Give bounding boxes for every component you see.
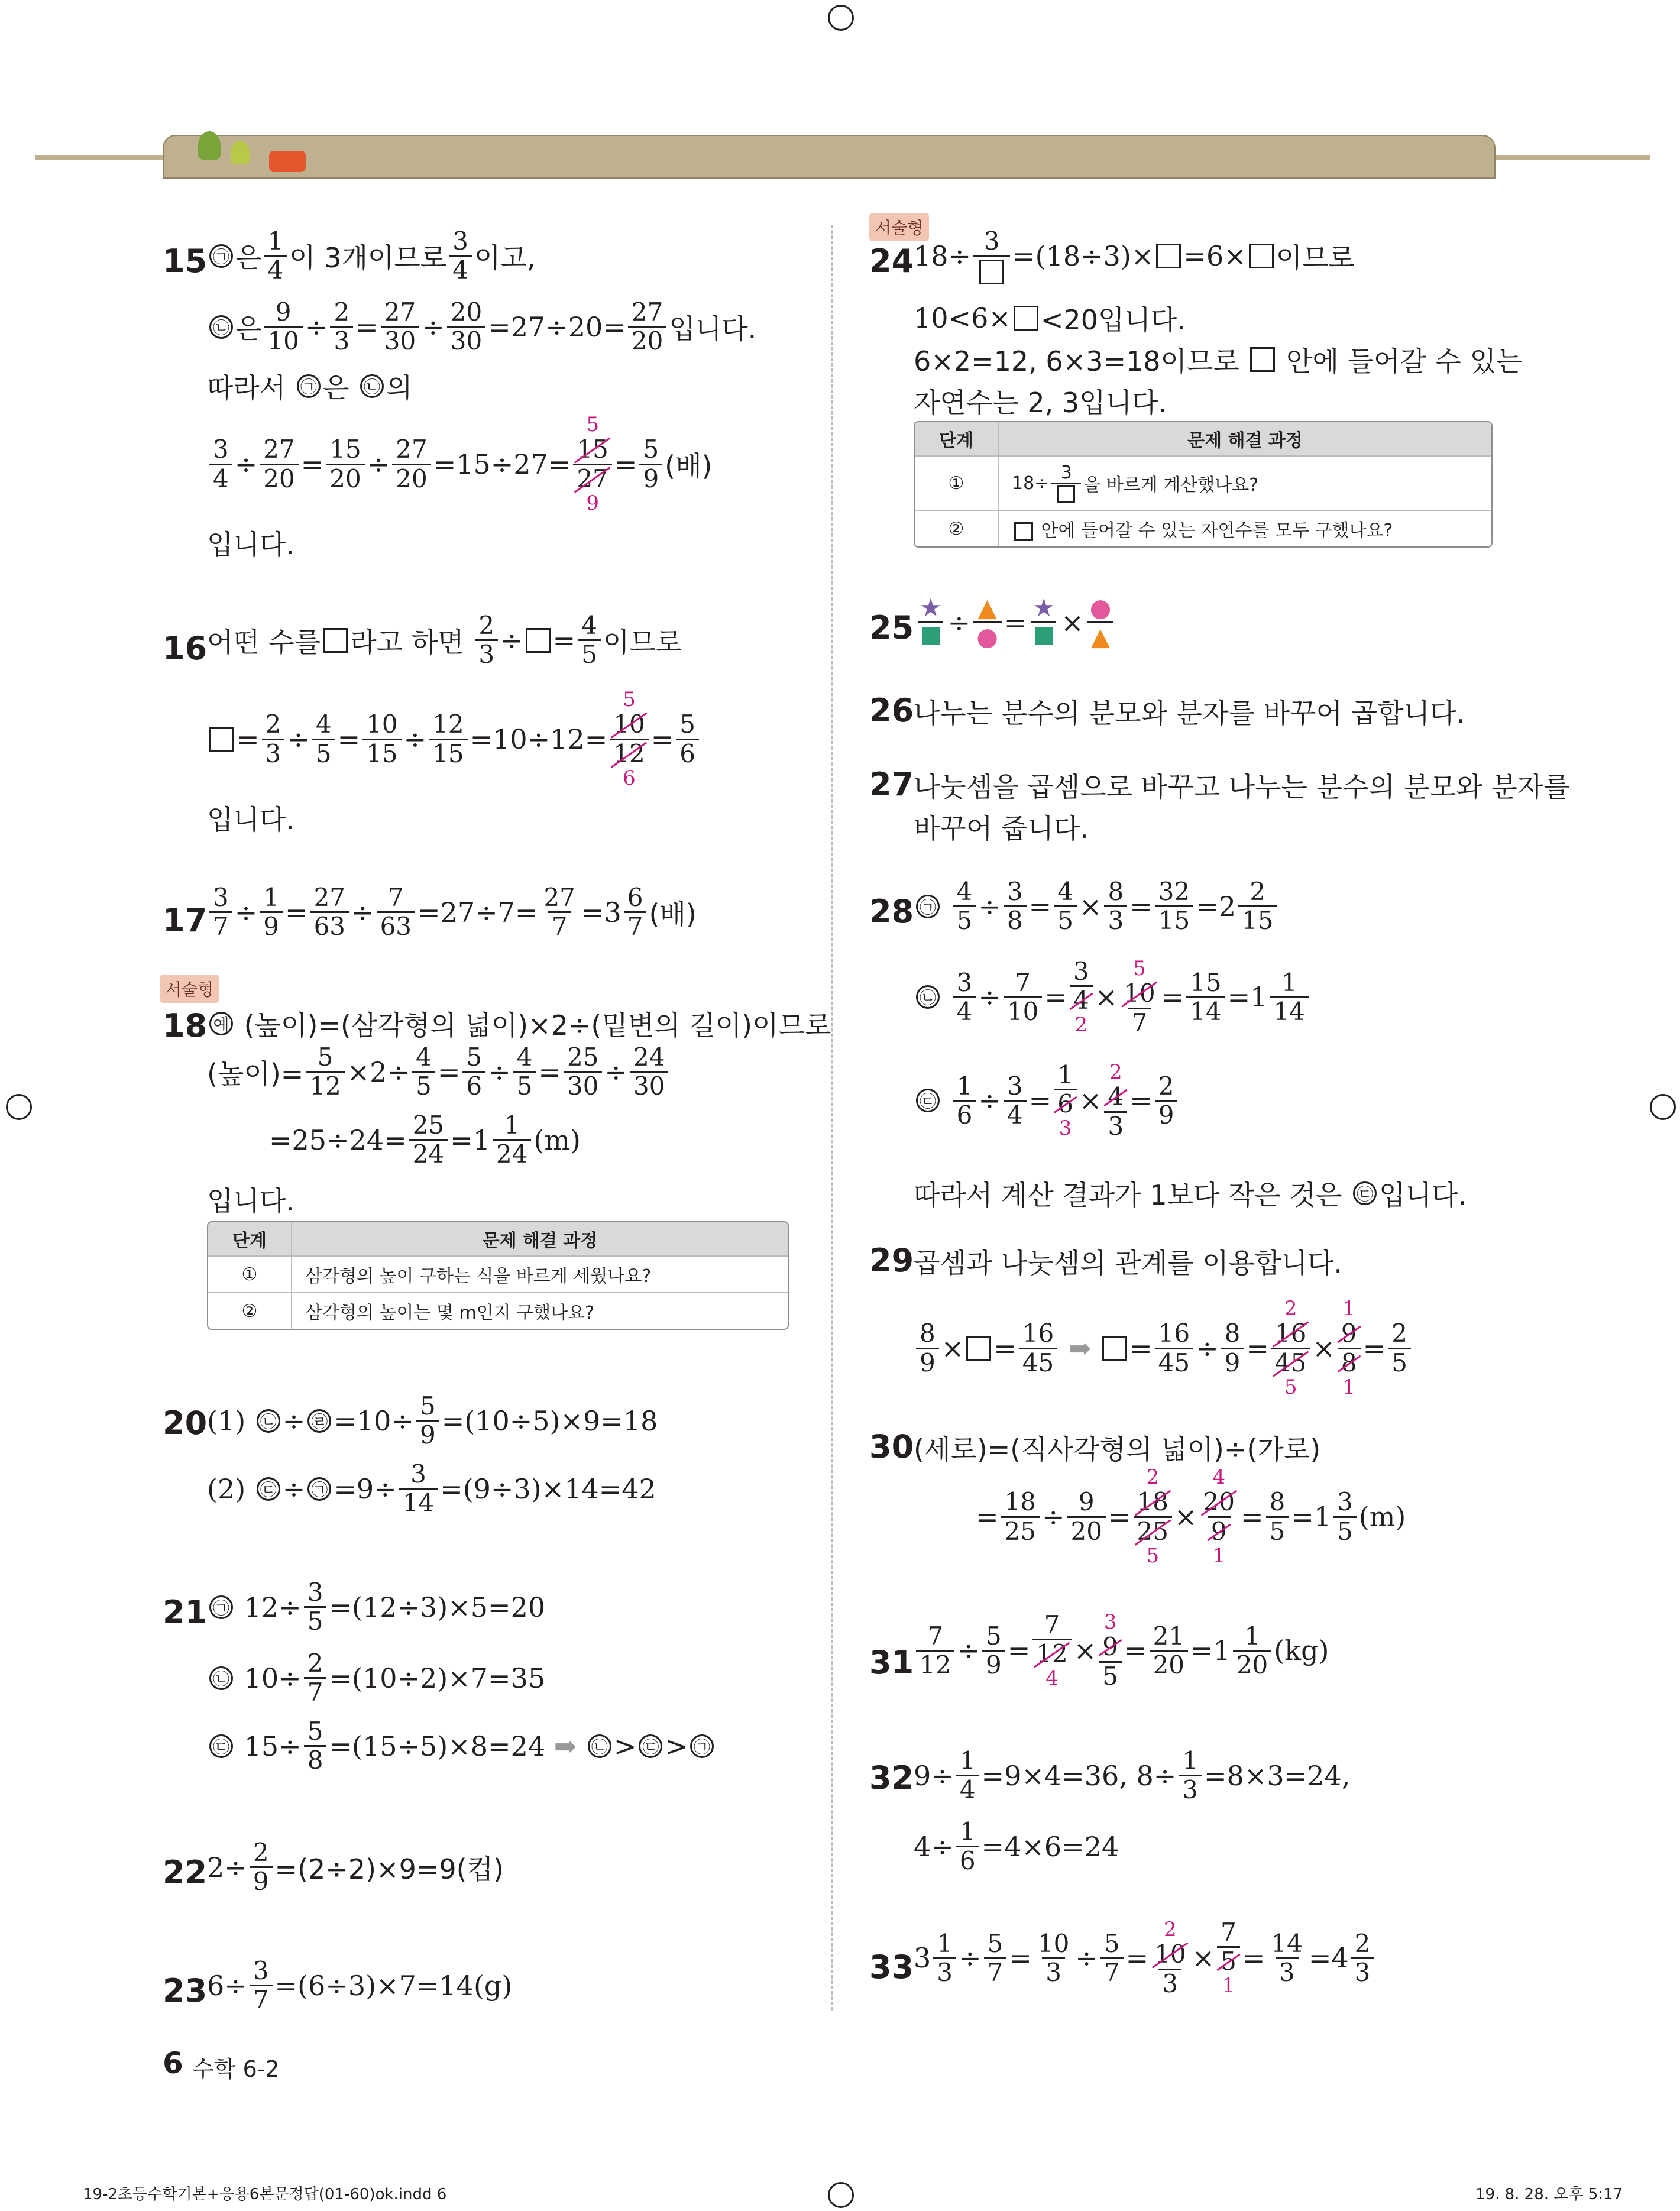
arrow-right-icon: ➡ xyxy=(1068,1332,1092,1365)
print-date: 19. 8. 28. 오후 5:17 xyxy=(1475,2186,1623,2203)
scoring-table-24: 단계 문제 해결 과정 ① 18÷ 3 을 바르게 계산했나요? ② 안에 들어갈 수 있는 자연수를 모두 구했나요? xyxy=(914,421,1493,548)
right-column: 서술형 24 18÷ 3 =(18÷3)× =6× 이므로 10<6× <20입니다. 6×2=12, 6×3=18이므로 안에 들어갈 수 있는 자연수는 2, 3입니다. 단계 문제 해결 과정 ① 18÷ 3 을 바르게 계산했나요? ② 안에 들어갈 수 있는 자연수를 모두 구했나요? 25 ★ ÷ ▲ ● = ★ × ● ▲ 26 나누는 분수의 분모와 분자를 바꾸어 곱합니다. 27 나눗셈을 곱셈으로 바꾸고 나누는 분수의 분모와 분자를 바꾸어 줍니다. 28 ㉠ $\frac{4}{5}$ ÷ $\frac{3}{8}$ = $\frac{4}{5}$ × $\frac{8}{3}$ = $\frac{32}{15}$ =2 2 15 ㉡ $\frac{3}{4}$ ÷ $\frac{7}{10}$ = 3 4 2 × 5 10 7 = $\frac{15}{14}$ =1 1 14 ㉢ $\frac{1}{6}$ ÷ $\frac{3}{4}$ = 1 6 3 × 2 4 3 = $\frac{2}{9}$ 따라서 계산 결과가 1보다 작은 것은 ㉢ 입니다. 29 곱셈과 나눗셈의 관계를 이용합니다. $\frac{8}{9}$ × = $\frac{16}{45}$ ➡ = $\frac{16}{45}$ ÷ $\frac{8}{9}$ = 2 16 45 5 × 1 9 8 1 = $\frac{2}{5}$ 30 (세로)=(직사각형의 넓이)÷(가로) = $\frac{18}{25}$ ÷ $\frac{9}{20}$ = 2 18 25 5 × 4 20 9 1 = $\frac{8}{5}$ =1 3 5 (m) 31 $\frac{7}{12}$ ÷ $\frac{5}{9}$ = 7 12 4 × 3 9 5 = $\frac{21}{20}$ =1 1 20 (kg) 32 9÷ $\frac{1}{4}$ =9×4=36, 8÷ $\frac{1}{3}$ =8×3=24, 4÷ $\frac{1}{6}$ =4×6=24 33 3 $\frac{1}{3}$ ÷ $\frac{5}{7}$ = $\frac{10}{3}$ ÷ $\frac{5}{7}$ = 2 10 3 × 7 5 1 = $\frac{14}{3}$ =4 2 3 xyxy=(869,0,1603,2011)
circle-icon: ● xyxy=(1089,593,1112,622)
scoring-table-18: 단계 문제 해결 과정 ① 삼각형의 높이 구하는 식을 바르게 세웠나요? ② 삼각형의 높이는 몇 m인지 구했나요? xyxy=(207,1221,789,1330)
problem-number: 15 xyxy=(163,242,208,280)
left-column: 15 ㉠ 은 1 4 이 3개이므로 3 4 이고, ㉡ 은 $\frac{9}{10}$ ÷ $\frac{2}{3}$ = $\frac{27}{30}$ ÷ $\frac{20}{30}$ =27÷20= $\frac{27}{20}$ 입니다. 따라서 ㉠ 은 ㉡ 의 $\frac{3}{4}$ ÷ $\frac{27}{20}$ = $\frac{15}{20}$ ÷ $\frac{27}{20}$ =15÷27= 5 15 27 9 = $\frac{5}{9}$ (배) 입니다. 16 어떤 수를 라고 하면 $\frac{2}{3}$ ÷ = $\frac{4}{5}$ 이므로 = $\frac{2}{3}$ ÷ $\frac{4}{5}$ = $\frac{10}{15}$ ÷ $\frac{12}{15}$ =10÷12= 5 10 12 6 = $\frac{5}{6}$ 입니다. 17 $\frac{3}{7}$ ÷ $\frac{1}{9}$ = $\frac{27}{63}$ ÷ $\frac{7}{63}$ =27÷7= $\frac{27}{7}$ =3 6 7 (배) 서술형 18 예 (높이)=(삼각형의 넓이)×2÷(밑변의 길이)이므로 (높이)= $\frac{5}{12}$ ×2÷ $\frac{4}{5}$ = $\frac{5}{6}$ ÷ $\frac{4}{5}$ = $\frac{25}{30}$ ÷ $\frac{24}{30}$ =25÷24= $\frac{25}{24}$ =1 1 24 (m) 입니다. 단계 문제 해결 과정 ① 삼각형의 높이 구하는 식을 바르게 세웠나요? ② 삼각형의 높이는 몇 m인지 구했나요? 20 (1) ㉡ ÷ ㉣ =10÷ $\frac{5}{9}$ =(10÷5)×9=18 (2) ㉢ ÷ ㉠ =9÷ $\frac{3}{14}$ =(9÷3)×14=42 21 ㉠ 12÷ $\frac{3}{5}$ =(12÷3)×5=20 ㉡ 10÷ $\frac{2}{7}$ =(10÷2)×7=35 ㉢ 15÷ $\frac{5}{8}$ =(15÷5)×8=24 ➡ ㉡ > ㉢ > ㉠ 22 2÷ $\frac{2}{9}$ =(2÷2)×9=9(컵) 23 6÷ $\frac{3}{7}$ =(6÷3)×7=14(g) xyxy=(163,0,896,2011)
p15-line1: ㉠ 은 1 4 이 3개이므로 3 4 이고, xyxy=(207,228,535,284)
registration-mark-icon xyxy=(1650,1094,1676,1120)
blank-box xyxy=(323,628,348,653)
square-icon xyxy=(1031,621,1056,650)
p15-line2: ㉡ 은 $\frac{9}{10}$ ÷ $\frac{2}{3}$ = $\frac{27}{30}$ ÷ $\frac{20}{30}$ =27÷20= $\frac{27}{20}$ 입니다. xyxy=(207,299,756,355)
p16-line2: = $\frac{2}{3}$ ÷ $\frac{4}{5}$ = $\frac{10}{15}$ ÷ $\frac{12}{15}$ =10÷12= 5 10 12 6 = $\frac{5}{6}$ xyxy=(207,689,701,789)
arrow-right-icon: ➡ xyxy=(553,1730,577,1762)
p18-line2: (높이)= $\frac{5}{12}$ ×2÷ $\frac{4}{5}$ = $\frac{5}{6}$ ÷ $\frac{4}{5}$ = $\frac{25}{30}$ ÷ $\frac{24}{30}$ xyxy=(207,1044,671,1100)
star-icon: ★ xyxy=(1032,593,1056,622)
p18-line3: =25÷24= $\frac{25}{24}$ =1 1 24 (m) xyxy=(269,1111,581,1169)
square-icon xyxy=(918,621,943,650)
essay-tag: 서술형 xyxy=(160,975,219,1003)
page-number: 6 xyxy=(163,2046,183,2080)
triangle-icon: ▲ xyxy=(1087,621,1113,650)
triangle-icon: ▲ xyxy=(977,593,997,622)
circle-icon: ● xyxy=(973,621,1002,650)
file-info: 19-2초등수학기본+응용6본문정답(01-60)ok.indd 6 xyxy=(83,2186,447,2203)
p17-line1: $\frac{3}{7}$ ÷ $\frac{1}{9}$ = $\frac{27}{63}$ ÷ $\frac{7}{63}$ =27÷7= $\frac{27}{7}$ =3 6 7 (배) xyxy=(207,884,697,940)
p15-line3: 따라서 ㉠ 은 ㉡ 의 xyxy=(207,372,413,404)
star-icon: ★ xyxy=(920,593,942,622)
symbol: ㉠ xyxy=(209,244,233,268)
example-mark: 예 xyxy=(209,1012,233,1035)
registration-mark-icon xyxy=(828,2182,854,2208)
p25-shapes: ★ ÷ ▲ ● = ★ × ● ▲ xyxy=(914,594,1117,650)
subject-label: 수학 6-2 xyxy=(192,2056,280,2082)
p15-line4: $\frac{3}{4}$ ÷ $\frac{27}{20}$ = $\frac{15}{20}$ ÷ $\frac{27}{20}$ =15÷27= 5 15 27 9 = $\frac{5}{9}$ (배) xyxy=(207,414,713,514)
p16-line1: 어떤 수를 라고 하면 $\frac{2}{3}$ ÷ = $\frac{4}{5}$ 이므로 xyxy=(207,611,682,669)
registration-mark-icon xyxy=(6,1094,32,1120)
